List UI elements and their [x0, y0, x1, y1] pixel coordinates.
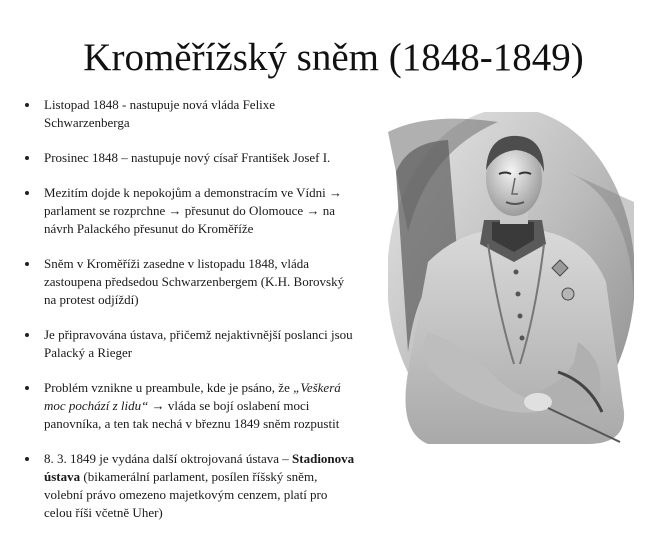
bullet-text: parlament se rozprchne → přesunut do Olomouce → na — [44, 203, 335, 218]
bullet-dot-icon — [25, 386, 29, 390]
bullet-dot-icon — [25, 457, 29, 461]
bullet-text: Problém vznikne u preambule, kde je psáno, že — [44, 380, 294, 395]
bullet-item — [24, 379, 384, 433]
bullet-text: na protest odjíždí) — [44, 292, 139, 307]
bullet-list — [24, 96, 384, 539]
bullet-dot-icon — [25, 333, 29, 337]
bullet-item — [24, 184, 384, 238]
bullet-text: panovníka, a ten tak nechá v březnu 1849 sněm rozpustit — [44, 416, 340, 431]
portrait-image — [388, 112, 634, 444]
bullet-text: volební právo omezeno majetkovým cenzem, platí pro — [44, 487, 328, 502]
bullet-item — [24, 326, 384, 362]
bullet-item — [24, 96, 384, 132]
bullet-text: Listopad 1848 - nastupuje nová vláda Felixe — [44, 97, 276, 112]
quote-text: moc pochází z lidu“ — [44, 398, 149, 413]
bullet-text: Schwarzenberga — [44, 115, 130, 130]
bullet-text: → vláda se bojí oslabení moci — [148, 398, 310, 413]
bullet-text: zastoupena předsedou Schwarzenbergem (K.H. Borovský — [44, 274, 345, 289]
bullet-text: Mezitím dojde k nepokojům a demonstracím ve Vídni → — [44, 185, 342, 200]
bullet-text: celou říši včetně Uher) — [44, 505, 163, 520]
portrait-illustration-icon — [388, 112, 634, 444]
bullet-text: Palacký a Rieger — [44, 345, 133, 360]
bullet-item — [24, 450, 384, 522]
bullet-text: Prosinec 1848 – nastupuje nový císař František Josef I. — [44, 150, 331, 165]
bullet-item — [24, 149, 384, 167]
bullet-item — [24, 255, 384, 309]
bullet-text: Sněm v Kroměříži zasedne v listopadu 1848, vláda — [44, 256, 309, 271]
bold-text: Stadionova — [292, 451, 355, 466]
bold-text: ústava — [44, 469, 81, 484]
bullet-dot-icon — [25, 103, 29, 107]
bullet-text: 8. 3. 1849 je vydána další oktrojovaná ústava – — [44, 451, 293, 466]
bullet-dot-icon — [25, 191, 29, 195]
bullet-text: návrh Palackého přesunut do Kroměříže — [44, 221, 254, 236]
bullet-text: Je připravována ústava, přičemž nejaktivnější poslanci jsou — [44, 327, 353, 342]
slide-title: Kroměřížský sněm (1848-1849) — [83, 36, 584, 79]
bullet-dot-icon — [25, 156, 29, 160]
quote-text: „Veškerá — [293, 380, 341, 395]
bullet-text: (bikamerální parlament, posílen říšský sněm, — [80, 469, 318, 484]
bullet-dot-icon — [25, 262, 29, 266]
